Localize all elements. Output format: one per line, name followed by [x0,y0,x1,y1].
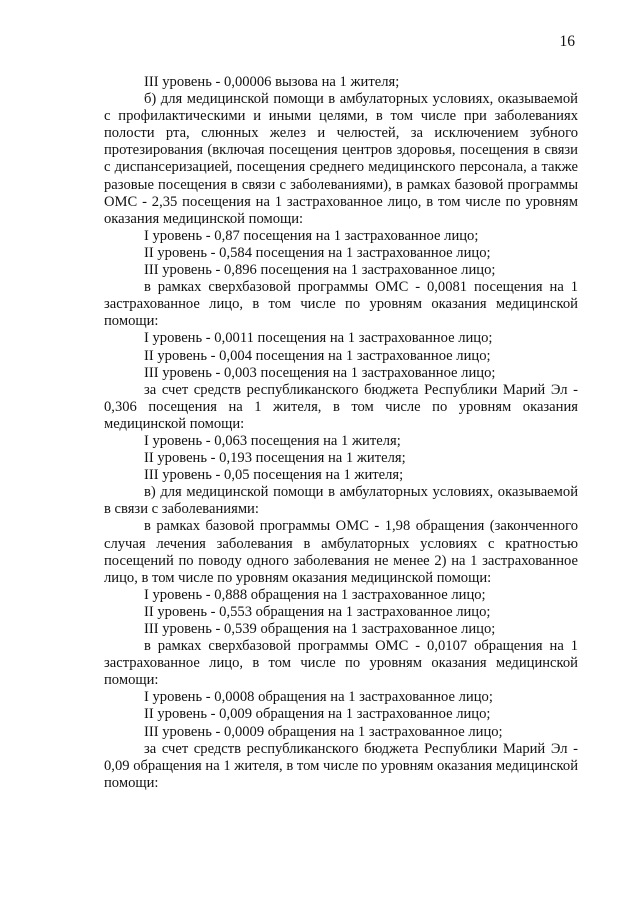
level-line: III уровень - 0,0009 обращения на 1 застрахованное лицо; [144,723,503,740]
level-line: II уровень - 0,009 обращения на 1 застрахованное лицо; [144,706,491,723]
level-line: III уровень - 0,05 посещения на 1 жителя; [144,467,404,484]
document-body [104,74,578,792]
level-line: II уровень - 0,193 посещения на 1 жителя; [144,450,406,467]
level-line: I уровень - 0,063 посещения на 1 жителя; [144,432,401,449]
page-number: 16 [559,33,575,50]
paragraph: за счет средств республиканского бюджета Республики Марий Эл - 0,09 обращения на 1 жителя, в том числе по уровням оказания медицинской помощи: [104,740,578,791]
level-line: II уровень - 0,004 посещения на 1 застрахованное лицо; [144,347,491,364]
paragraph: в рамках сверхбазовой программы ОМС - 0,0107 обращения на 1 застрахованное лицо, в том числе по уровням оказания медицинской помощи: [104,638,578,689]
paragraph: в рамках сверхбазовой программы ОМС - 0,0081 посещения на 1 застрахованное лицо, в том числе по уровням оказания медицинской помощи: [104,279,578,330]
level-line: II уровень - 0,553 обращения на 1 застрахованное лицо; [144,603,491,620]
paragraph: б) для медицинской помощи в амбулаторных условиях, оказываемой с профилактическими и иными целями, в том числе при заболеваниях полости рта, слюнных желез и челюстей, за исключением зубного протезирования (включая посещения центров здоровья, посещения в связи с диспансеризацией, посещения среднего медицинского персонала, а также разовые посещения в связи с заболеваниями), в рамках базовой программы ОМС - 2,35 посещения на 1 застрахованное лицо, в том числе по уровням оказания медицинской помощи: [104,91,578,227]
level-line: III уровень - 0,539 обращения на 1 застрахованное лицо; [144,621,496,637]
level-line: I уровень - 0,888 обращения на 1 застрахованное лицо; [144,586,486,603]
level-line: III уровень - 0,00006 вызова на 1 жителя; [144,74,400,90]
level-line: I уровень - 0,0011 посещения на 1 застрахованное лицо; [144,330,493,347]
level-line: I уровень - 0,0008 обращения на 1 застрахованное лицо; [144,689,493,706]
level-line: III уровень - 0,896 посещения на 1 застрахованное лицо; [144,262,496,279]
level-line: I уровень - 0,87 посещения на 1 застрахованное лицо; [144,227,479,244]
paragraph: в) для медицинской помощи в амбулаторных условиях, оказываемой в связи с заболеваниями: [104,484,578,518]
paragraph: в рамках базовой программы ОМС - 1,98 обращения (законченного случая лечения заболевания в амбулаторных условиях с кратностью посещений по поводу одного заболевания не менее 2) на 1 застрахованное лицо, в том числе по уровням оказания медицинской помощи: [104,518,578,586]
paragraph: за счет средств республиканского бюджета Республики Марий Эл - 0,306 посещения на 1 жителя, в том числе по уровням оказания медицинской помощи: [104,381,578,432]
level-line: II уровень - 0,584 посещения на 1 застрахованное лицо; [144,244,491,261]
level-line: III уровень - 0,003 посещения на 1 застрахованное лицо; [144,364,496,381]
